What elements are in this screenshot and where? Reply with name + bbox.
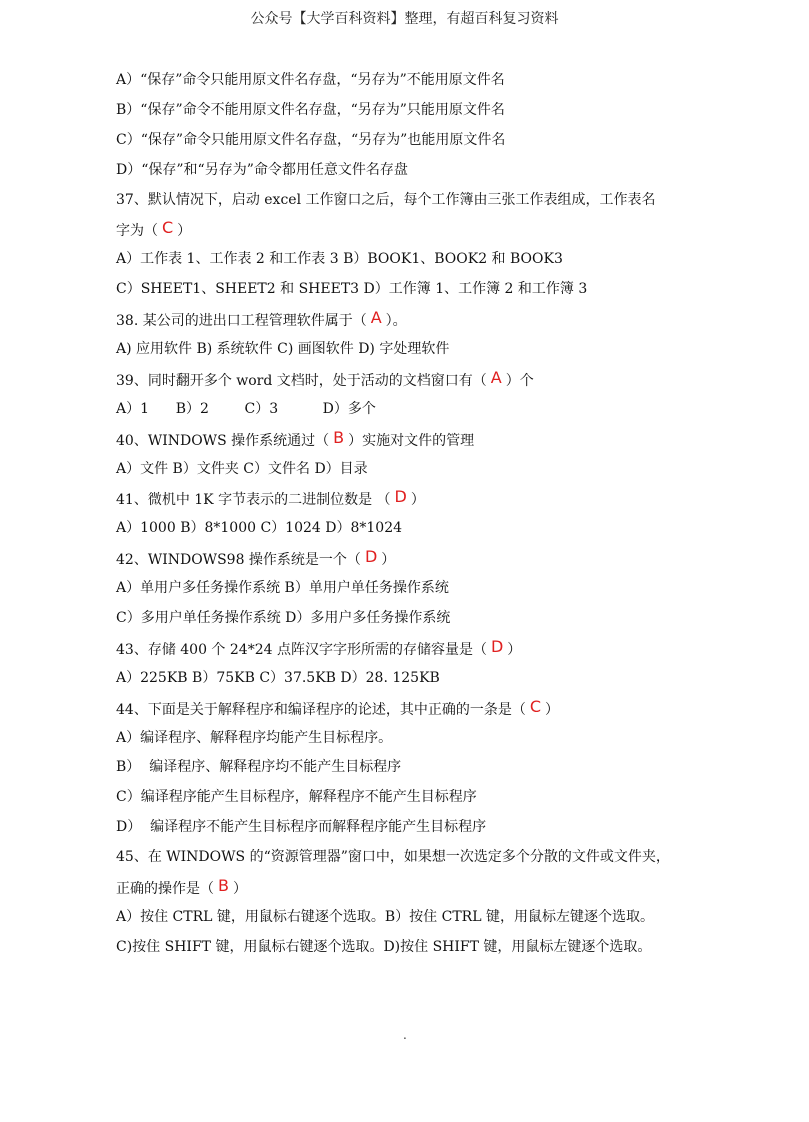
line-text: C）编译程序能产生目标程序，解释程序不能产生目标程序 [116,789,477,806]
line-text: A）编译程序、解释程序均能产生目标程序。 [116,729,393,746]
question-37 [116,186,716,216]
line-text: 正确的操作是（ [116,881,214,898]
question-40 [116,425,716,455]
option-line [116,604,716,634]
line-text-after: ）实施对文件的管理 [348,432,475,449]
line-text-after: ） [545,701,559,718]
text-line [116,96,716,126]
line-text-after: ）。 [385,313,407,330]
question-42 [116,544,716,574]
line-text-after: ） [381,552,396,569]
line-text: B） 编译程序、解释程序均不能产生目标程序 [116,759,402,776]
line-text: C)按住 SHIFT 键，用鼠标右键逐个选取。D)按住 SHIFT 键，用鼠标左键逐个选取。 [116,938,652,955]
line-text: A）1 B）2 C）3 D）多个 [116,400,376,417]
text-line [116,156,716,186]
question-content [116,66,716,963]
line-text: 44、下面是关于解释程序和编译程序的论述，其中正确的一条是（ [116,701,526,718]
answer-mark: D [394,487,407,507]
line-text: A）按住 CTRL 键，用鼠标右键逐个选取。B）按住 CTRL 键，用鼠标左键逐个选取。 [116,908,654,925]
option-line [116,514,716,544]
option-line [116,455,716,485]
option-line [116,933,716,963]
line-text-after: ）个 [505,372,534,389]
line-text: 43、存储 400 个 24*24 点阵汉字字形所需的存储容量是（ [116,641,487,658]
option-line [116,664,716,694]
answer-mark: B [218,876,229,896]
line-text: C）多用户单任务操作系统 D）多用户多任务操作系统 [116,610,451,627]
answer-mark: A [370,308,382,328]
line-text: A）225KB B）75KB C）37.5KB D）28. 125KB [116,669,440,686]
line-text: C）SHEET1、SHEET2 和 SHEET3 D）工作簿 1、工作簿 2 和工作簿 3 [116,281,588,298]
line-text: A) 应用软件 B) 系统软件 C) 画图软件 D) 字处理软件 [116,341,450,358]
answer-mark: C [162,218,174,238]
line-text: 38. 某公司的进出口工程管理软件属于（ [116,313,367,330]
answer-mark: A [490,367,502,387]
question-45-answer-line [116,873,716,903]
text-line [116,66,716,96]
option-line [116,245,716,275]
question-39 [116,365,716,395]
line-text: A）文件 B）文件夹 C）文件名 D）目录 [116,460,368,477]
line-text: 40、WINDOWS 操作系统通过（ [116,432,330,449]
line-text: 41、微机中 1K 字节表示的二进制位数是 （ [116,492,391,509]
question-41 [116,484,716,514]
line-text-after: ） [507,641,522,658]
option-line [116,574,716,604]
answer-mark: D [364,547,378,567]
question-37-answer-line [116,215,716,245]
line-text: A）工作表 1、工作表 2 和工作表 3 B）BOOK1、BOOK2 和 BOOK3 [116,251,563,268]
text-line [116,126,716,156]
line-text: C）“保存”命令只能用原文件名存盘，“另存为”也能用原文件名 [116,131,506,148]
line-text: A）1000 B）8*1000 C）1024 D）8*1024 [116,520,403,537]
option-line [116,724,716,754]
line-text: 42、WINDOWS98 操作系统是一个（ [116,552,361,569]
line-text: 39、同时翻开多个 word 文档时，处于活动的文档窗口有（ [116,372,487,389]
option-line [116,783,716,813]
line-text: 37、默认情况下，启动 excel 工作窗口之后，每个工作簿由三张工作表组成，工作表名 [116,191,656,208]
page-header: 公众号【大学百科资料】整理，有超百科复习资料 [250,11,559,27]
line-text: D）“保存”和“另存为”命令都用任意文件名存盘 [116,161,408,178]
line-text: B）“保存”命令不能用原文件名存盘，“另存为”只能用原文件名 [116,101,505,118]
question-43 [116,634,716,664]
question-45 [116,843,716,873]
footer-mark: . [403,1028,407,1042]
answer-mark: D [490,636,504,656]
option-line [116,275,716,305]
line-text: 45、在 WINDOWS 的“资源管理器”窗口中，如果想一次选定多个分散的文件或文件夹， [116,849,670,866]
line-text-after: ） [177,223,192,240]
line-text: A）单用户多任务操作系统 B）单用户单任务操作系统 [116,580,449,597]
line-text-after: ） [232,881,247,898]
line-text: 字为（ [116,223,158,240]
line-text: D） 编译程序不能产生目标程序而解释程序能产生目标程序 [116,819,487,836]
option-line [116,753,716,783]
option-line [116,903,716,933]
option-line [116,335,716,365]
answer-mark: C [529,696,541,716]
question-44 [116,694,716,724]
answer-mark: B [333,427,345,447]
option-line [116,395,716,425]
line-text: A）“保存”命令只能用原文件名存盘，“另存为”不能用原文件名 [116,72,505,88]
option-line [116,813,716,843]
line-text-after: ） [410,492,425,509]
question-38 [116,305,716,335]
